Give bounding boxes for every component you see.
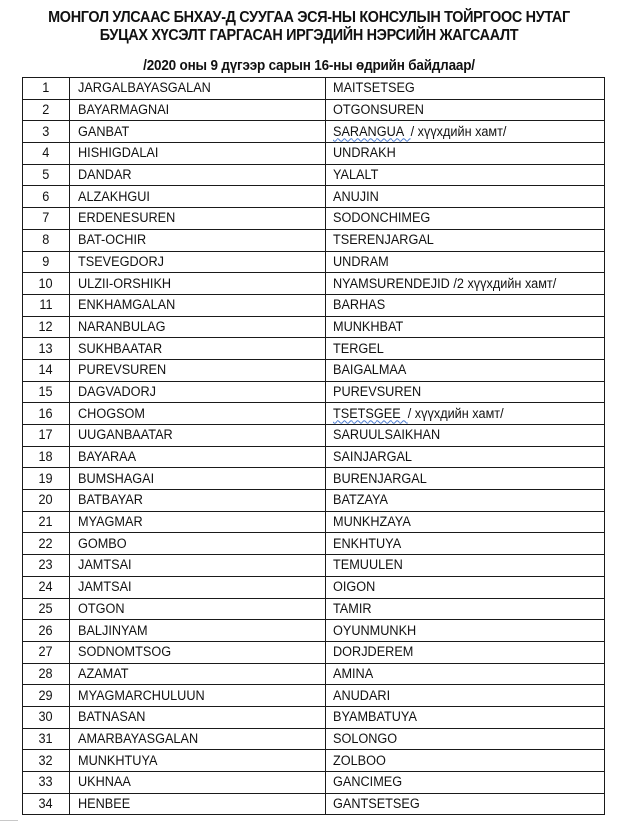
row-number: 30 [38, 709, 54, 725]
row-number-cell [23, 620, 70, 642]
companion-text [333, 621, 416, 641]
applicant-name-cell [70, 576, 326, 598]
applicant-name-cell [70, 143, 326, 165]
applicant-name-cell [70, 425, 326, 447]
applicant-name: NARANBULAG [78, 318, 166, 334]
companion-name-cell [326, 164, 605, 186]
row-number-cell [23, 99, 70, 121]
table-row [23, 446, 605, 468]
applicant-name: ERDENESUREN [78, 210, 176, 226]
applicant-name: OTGON [78, 600, 125, 616]
applicant-name: ULZII-ORSHIKH [78, 275, 172, 291]
companion-name-cell [326, 78, 605, 100]
applicant-name-cell [70, 728, 326, 750]
companion-text [333, 686, 390, 706]
applicant-name-cell [70, 381, 326, 403]
row-number-cell [23, 576, 70, 598]
companion-name: TEMUULEN [333, 557, 403, 573]
companion-name-cell [326, 208, 605, 230]
companion-text [333, 382, 421, 402]
applicant-name: HENBEE [78, 796, 131, 812]
row-number-cell [23, 294, 70, 316]
companion-name-cell [326, 121, 605, 143]
applicant-name-cell [70, 490, 326, 512]
applicant-name: UUGANBAATAR [78, 427, 173, 443]
companion-text [333, 230, 434, 250]
row-number: 24 [38, 579, 54, 595]
companion-name: OYUNMUNKH [333, 622, 417, 638]
applicant-name: JAMTSAI [78, 579, 132, 595]
row-number: 6 [42, 188, 50, 204]
document-title-line-1: МОНГОЛ УЛСААС БНХАУ-Д СУУГАА ЭСЯ-НЫ КОНСУЛЫН ТОЙРГООС НУТАГ [48, 9, 570, 26]
companion-name-cell [326, 706, 605, 728]
row-number: 13 [38, 340, 54, 356]
applicant-name-cell [70, 663, 326, 685]
applicant-name-cell [70, 229, 326, 251]
row-number: 33 [38, 774, 54, 790]
applicant-name-cell [70, 685, 326, 707]
row-number: 32 [38, 752, 54, 768]
companion-name-cell [326, 728, 605, 750]
table-row [23, 99, 605, 121]
companion-name-cell [326, 468, 605, 490]
row-number: 29 [38, 687, 54, 703]
row-number-cell [23, 381, 70, 403]
companion-text [333, 707, 417, 727]
companion-name-cell [326, 381, 605, 403]
row-number: 17 [38, 427, 54, 443]
row-number: 27 [38, 644, 54, 660]
row-number-cell [23, 641, 70, 663]
row-number-cell [23, 598, 70, 620]
applicant-name-cell [70, 338, 326, 360]
companion-name-cell [326, 273, 605, 295]
row-number: 12 [38, 318, 54, 334]
companion-text [333, 794, 420, 814]
companion-text [333, 577, 375, 597]
row-number-cell [23, 403, 70, 425]
row-number: 23 [38, 557, 54, 573]
row-number: 9 [42, 253, 50, 269]
applicant-name: AZAMAT [78, 665, 129, 681]
companion-name-cell [326, 511, 605, 533]
applicant-name-cell [70, 468, 326, 490]
applicant-name: AMARBAYASGALAN [78, 730, 199, 746]
table-row [23, 229, 605, 251]
row-number-cell [23, 663, 70, 685]
companion-text [333, 187, 379, 207]
applicant-name: JAMTSAI [78, 557, 132, 573]
row-number-cell [23, 425, 70, 447]
table-row [23, 251, 605, 273]
applicant-name: BALJINYAM [78, 622, 148, 638]
row-number-cell [23, 706, 70, 728]
row-number-cell [23, 728, 70, 750]
companion-name: MUNKHBAT [333, 318, 404, 334]
row-number: 11 [39, 297, 53, 313]
companion-name: ANUJIN [333, 188, 379, 204]
table-row [23, 338, 605, 360]
row-number: 10 [38, 275, 54, 291]
row-number: 4 [42, 145, 50, 161]
companion-name-cell [326, 576, 605, 598]
row-number: 19 [38, 470, 54, 486]
companion-text [333, 252, 389, 272]
applicant-name-cell [70, 533, 326, 555]
companion-name: GANTSETSEG [333, 796, 420, 812]
row-number: 16 [38, 405, 54, 421]
companion-name: ANUDARI [333, 687, 391, 703]
applicant-name: SUKHBAATAR [78, 340, 163, 356]
companion-text [333, 122, 506, 142]
companion-text [333, 512, 411, 532]
applicant-name: BAYARAA [78, 449, 137, 465]
row-number-cell [23, 273, 70, 295]
table-row [23, 359, 605, 381]
children-note: /2 хүүхдийн хамт/ [453, 275, 557, 291]
row-number-cell [23, 468, 70, 490]
companion-text [333, 772, 402, 792]
row-number-cell [23, 359, 70, 381]
table-row [23, 555, 605, 577]
table-row [23, 511, 605, 533]
row-number-cell [23, 750, 70, 772]
companion-name: MAITSETSEG [333, 80, 415, 96]
table-row [23, 706, 605, 728]
applicant-name-cell [70, 78, 326, 100]
companion-name-cell [326, 316, 605, 338]
applicant-name-cell [70, 641, 326, 663]
row-number-cell [23, 208, 70, 230]
row-number: 22 [38, 535, 54, 551]
applicant-name-cell [70, 750, 326, 772]
table-row [23, 403, 605, 425]
applicant-name-cell [70, 403, 326, 425]
table-row [23, 316, 605, 338]
row-number-cell [23, 793, 70, 815]
citizen-list-table [22, 77, 605, 815]
row-number-cell [23, 78, 70, 100]
applicant-name: BAYARMAGNAI [78, 102, 170, 118]
applicant-name-cell [70, 446, 326, 468]
companion-name: BYAMBATUYA [333, 709, 417, 725]
row-number: 34 [38, 796, 54, 812]
companion-name: AMINA [333, 665, 374, 681]
applicant-name: MUNKHTUYA [78, 752, 158, 768]
table-row [23, 294, 605, 316]
companion-text [333, 208, 430, 228]
companion-name-cell [326, 359, 605, 381]
companion-text [333, 555, 403, 575]
applicant-name: BATNASAN [78, 709, 146, 725]
companion-name-cell [326, 663, 605, 685]
applicant-name-cell [70, 164, 326, 186]
companion-name-cell [326, 403, 605, 425]
applicant-name-cell [70, 511, 326, 533]
applicant-name: CHOGSOM [78, 405, 145, 421]
applicant-name: ALZAKHGUI [78, 188, 150, 204]
applicant-name: TSEVEGDORJ [78, 253, 165, 269]
row-number: 2 [42, 102, 50, 118]
companion-name-cell [326, 533, 605, 555]
companion-name-cell [326, 446, 605, 468]
applicant-name: JARGALBAYASGALAN [78, 80, 211, 96]
companion-text [333, 469, 427, 489]
applicant-name-cell [70, 208, 326, 230]
companion-name: BURENJARGAL [333, 470, 427, 486]
applicant-name-cell [70, 620, 326, 642]
table-row [23, 164, 605, 186]
table-row [23, 793, 605, 815]
row-number-cell [23, 446, 70, 468]
companion-name: TAMIR [333, 600, 372, 616]
companion-name-cell [326, 251, 605, 273]
companion-text [333, 404, 504, 424]
companion-text [333, 317, 403, 337]
companion-name-cell [326, 793, 605, 815]
row-number: 28 [38, 665, 54, 681]
companion-text [333, 729, 397, 749]
companion-name: DORJDEREM [333, 644, 414, 660]
companion-text [333, 664, 373, 684]
companion-name: UNDRAM [333, 253, 389, 269]
companion-text [333, 751, 386, 771]
table-row [23, 641, 605, 663]
companion-name: BATZAYA [333, 492, 389, 508]
row-number-cell [23, 511, 70, 533]
table-row [23, 620, 605, 642]
applicant-name-cell [70, 186, 326, 208]
table-row [23, 490, 605, 512]
row-number: 7 [42, 210, 50, 226]
applicant-name: GOMBO [78, 535, 127, 551]
applicant-name-cell [70, 251, 326, 273]
companion-text [333, 425, 440, 445]
table-row [23, 772, 605, 794]
companion-name: SODONCHIMEG [333, 210, 431, 226]
companion-text [333, 143, 396, 163]
children-note: / хүүхдийн хамт/ [410, 123, 507, 139]
applicant-name-cell [70, 294, 326, 316]
companion-name-cell [326, 425, 605, 447]
row-number: 14 [38, 362, 54, 378]
companion-text [333, 490, 388, 510]
companion-text [333, 534, 401, 554]
companion-text [333, 447, 412, 467]
companion-text [333, 100, 424, 120]
companion-name: BAIGALMAA [333, 362, 407, 378]
table-row [23, 381, 605, 403]
table-row [23, 425, 605, 447]
children-note: / хүүхдийн хамт/ [407, 405, 504, 421]
companion-name-spellcheck-flagged: SARANGUA [333, 123, 411, 139]
row-number-cell [23, 338, 70, 360]
row-number-cell [23, 555, 70, 577]
row-number-cell [23, 685, 70, 707]
table-row [23, 533, 605, 555]
applicant-name: GANBAT [78, 123, 130, 139]
table-row [23, 468, 605, 490]
document-subtitle-date: /2020 оны 9 дүгээр сарын 16-ны өдрийн байдлаар/ [143, 58, 475, 74]
row-number: 21 [38, 514, 54, 530]
row-number: 15 [38, 383, 54, 399]
table-row [23, 598, 605, 620]
table-row [23, 121, 605, 143]
applicant-name: UKHNAA [78, 774, 131, 790]
row-number-cell [23, 164, 70, 186]
companion-text [333, 339, 384, 359]
table-row [23, 143, 605, 165]
row-number: 5 [42, 167, 50, 183]
companion-name-cell [326, 620, 605, 642]
companion-name: BARHAS [333, 297, 386, 313]
companion-name-cell [326, 598, 605, 620]
table-row [23, 273, 605, 295]
row-number-cell [23, 186, 70, 208]
row-number-cell [23, 533, 70, 555]
companion-name-cell [326, 143, 605, 165]
companion-name: ENKHTUYA [333, 535, 402, 551]
companion-text [333, 642, 413, 662]
row-number-cell [23, 490, 70, 512]
companion-name: OTGONSUREN [333, 102, 424, 118]
companion-text [333, 360, 406, 380]
companion-name: UNDRAKH [333, 145, 396, 161]
applicant-name-cell [70, 598, 326, 620]
applicant-name: MYAGMAR [78, 514, 143, 530]
applicant-name: HISHIGDALAI [78, 145, 159, 161]
applicant-name: BUMSHAGAI [78, 470, 155, 486]
applicant-name-cell [70, 99, 326, 121]
table-row [23, 576, 605, 598]
applicant-name: ENKHAMGALAN [78, 297, 176, 313]
companion-name-spellcheck-flagged: TSETSGEE [333, 405, 408, 421]
applicant-name-cell [70, 772, 326, 794]
companion-text [333, 274, 556, 294]
applicant-name: PUREVSUREN [78, 362, 167, 378]
companion-name: SARUULSAIKHAN [333, 427, 441, 443]
applicant-name-cell [70, 316, 326, 338]
row-number-cell [23, 772, 70, 794]
row-number: 31 [38, 730, 54, 746]
companion-name: NYAMSURENDEJID [333, 275, 454, 291]
applicant-name: DAGVADORJ [78, 383, 157, 399]
companion-name-cell [326, 772, 605, 794]
row-number-cell [23, 229, 70, 251]
companion-text [333, 78, 415, 98]
row-number: 26 [38, 622, 54, 638]
table-row [23, 750, 605, 772]
companion-name: YALALT [333, 167, 379, 183]
applicant-name: SODNOMTSOG [78, 644, 172, 660]
applicant-name-cell [70, 359, 326, 381]
applicant-name-cell [70, 121, 326, 143]
table-row [23, 728, 605, 750]
row-number: 8 [42, 232, 50, 248]
companion-name: TERGEL [333, 340, 384, 356]
applicant-name-cell [70, 273, 326, 295]
row-number: 3 [42, 123, 50, 139]
citizen-list-body [23, 78, 605, 815]
table-row [23, 663, 605, 685]
table-row [23, 685, 605, 707]
companion-name-cell [326, 229, 605, 251]
row-number-cell [23, 251, 70, 273]
table-row [23, 78, 605, 100]
companion-name: OIGON [333, 579, 376, 595]
row-number-cell [23, 121, 70, 143]
companion-name: SAINJARGAL [333, 449, 412, 465]
companion-name-cell [326, 99, 605, 121]
companion-text [333, 165, 378, 185]
companion-name: GANCIMEG [333, 774, 403, 790]
row-number: 20 [38, 492, 54, 508]
companion-name: TSERENJARGAL [333, 232, 434, 248]
table-row [23, 208, 605, 230]
applicant-name: DANDAR [78, 167, 132, 183]
row-number-cell [23, 316, 70, 338]
row-number: 25 [38, 600, 54, 616]
companion-name-cell [326, 685, 605, 707]
companion-name-cell [326, 338, 605, 360]
row-number: 18 [38, 449, 54, 465]
companion-name-cell [326, 641, 605, 663]
companion-text [333, 599, 372, 619]
page-edge-mark [0, 820, 18, 821]
table-row [23, 186, 605, 208]
row-number: 1 [42, 80, 50, 96]
applicant-name: MYAGMARCHULUUN [78, 687, 205, 703]
applicant-name-cell [70, 555, 326, 577]
companion-name: PUREVSUREN [333, 383, 422, 399]
applicant-name: BAT-OCHIR [78, 232, 147, 248]
document-title-line-2: БУЦАХ ХҮСЭЛТ ГАРГАСАН ИРГЭДИЙН НЭРСИЙН ЖАГСААЛТ [99, 27, 519, 44]
companion-name: MUNKHZAYA [333, 514, 411, 530]
row-number-cell [23, 143, 70, 165]
companion-name-cell [326, 555, 605, 577]
companion-name-cell [326, 294, 605, 316]
companion-name: ZOLBOO [333, 752, 386, 768]
companion-name: SOLONGO [333, 730, 398, 746]
companion-name-cell [326, 490, 605, 512]
applicant-name-cell [70, 793, 326, 815]
companion-name-cell [326, 750, 605, 772]
applicant-name: BATBAYAR [78, 492, 143, 508]
companion-name-cell [326, 186, 605, 208]
companion-text [333, 295, 385, 315]
applicant-name-cell [70, 706, 326, 728]
